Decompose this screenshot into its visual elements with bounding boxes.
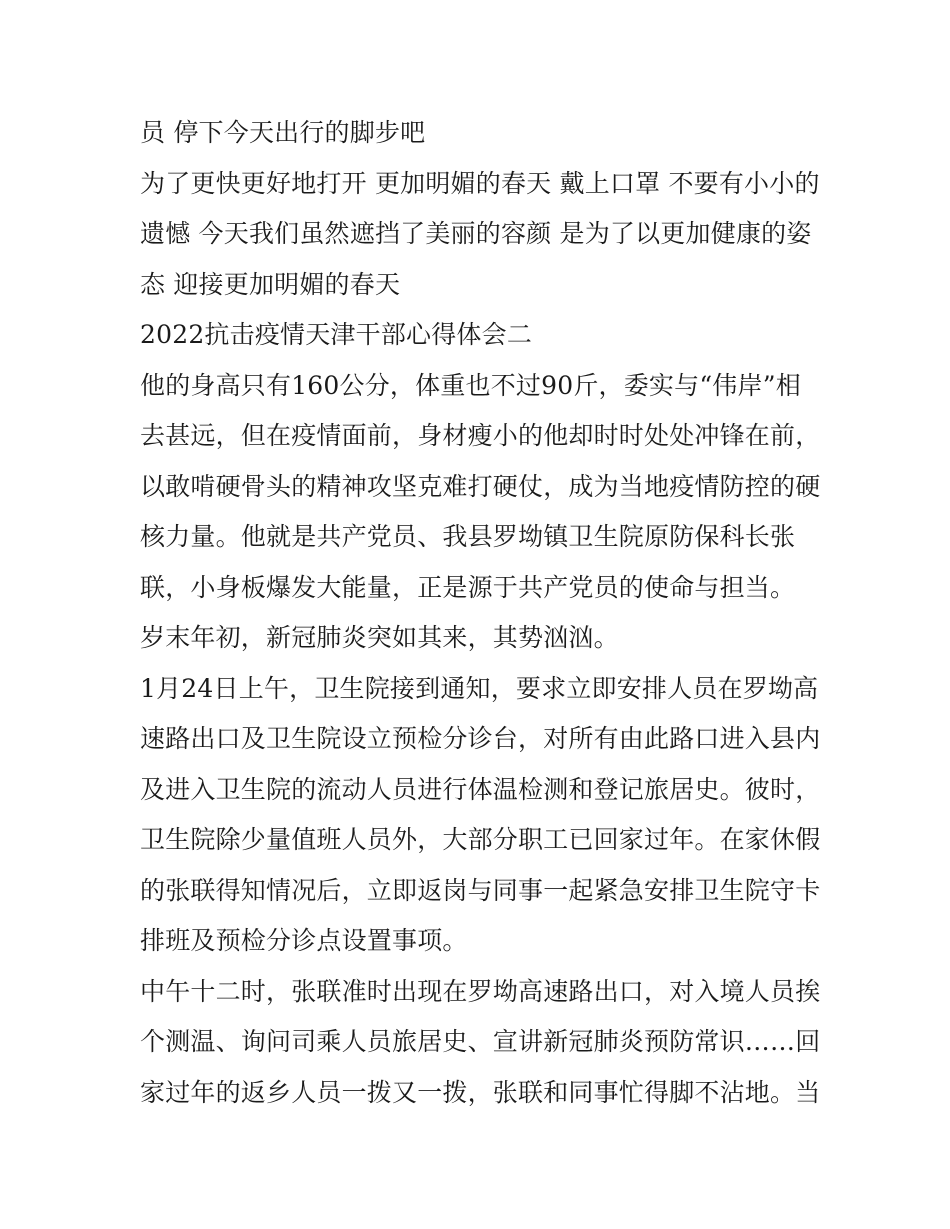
text-line: 遗憾 今天我们虽然遮挡了美丽的容颜 是为了以更加健康的姿	[140, 219, 812, 248]
section-heading: 2022抗击疫情天津干部心得体会二	[140, 320, 533, 349]
text-line: 家过年的返乡人员一拨又一拨，张联和同事忙得脚不沾地。当	[140, 1077, 821, 1107]
text-line: 他的身高只有160公分，体重也不过90斤，委实与“伟岸”相	[140, 370, 801, 400]
text-line: 速路出口及卫生院设立预检分诊台，对所有由此路口进入县内	[140, 724, 821, 753]
text-line: 个测温、询问司乘人员旅居史、宣讲新冠肺炎预防常识……回	[140, 1027, 821, 1056]
text-line: 1月24日上午，卫生院接到通知，要求立即安排人员在罗坳高	[140, 673, 819, 703]
document-body	[140, 108, 820, 1118]
text-line: 排班及预检分诊点设置事项。	[140, 926, 468, 955]
text-line: 联，小身板爆发大能量，正是源于共产党员的使命与担当。	[140, 572, 796, 602]
text-line: 态 迎接更加明媚的春天	[140, 269, 401, 299]
text-line: 卫生院除少量值班人员外，大部分职工已回家过年。在家休假	[140, 825, 821, 854]
text-line: 中午十二时，张联准时出现在罗坳高速路出口，对入境人员挨	[140, 976, 821, 1006]
text-line: 及进入卫生院的流动人员进行体温检测和登记旅居史。彼时，	[140, 774, 821, 804]
text-line: 的张联得知情况后，立即返岗与同事一起紧急安排卫生院守卡	[140, 875, 821, 905]
text-line: 去甚远，但在疫情面前，身材瘦小的他却时时处处冲锋在前，	[140, 421, 821, 450]
text-line: 以敢啃硬骨头的精神攻坚克难打硬仗，成为当地疫情防控的硬	[140, 471, 821, 501]
text-line: 员 停下今天出行的脚步吧	[140, 118, 426, 147]
text-line: 岁末年初，新冠肺炎突如其来，其势汹汹。	[140, 623, 619, 652]
text-line: 为了更快更好地打开 更加明媚的春天 戴上口罩 不要有小小的	[140, 168, 820, 198]
text-line: 核力量。他就是共产党员、我县罗坳镇卫生院原防保科长张	[140, 522, 796, 551]
